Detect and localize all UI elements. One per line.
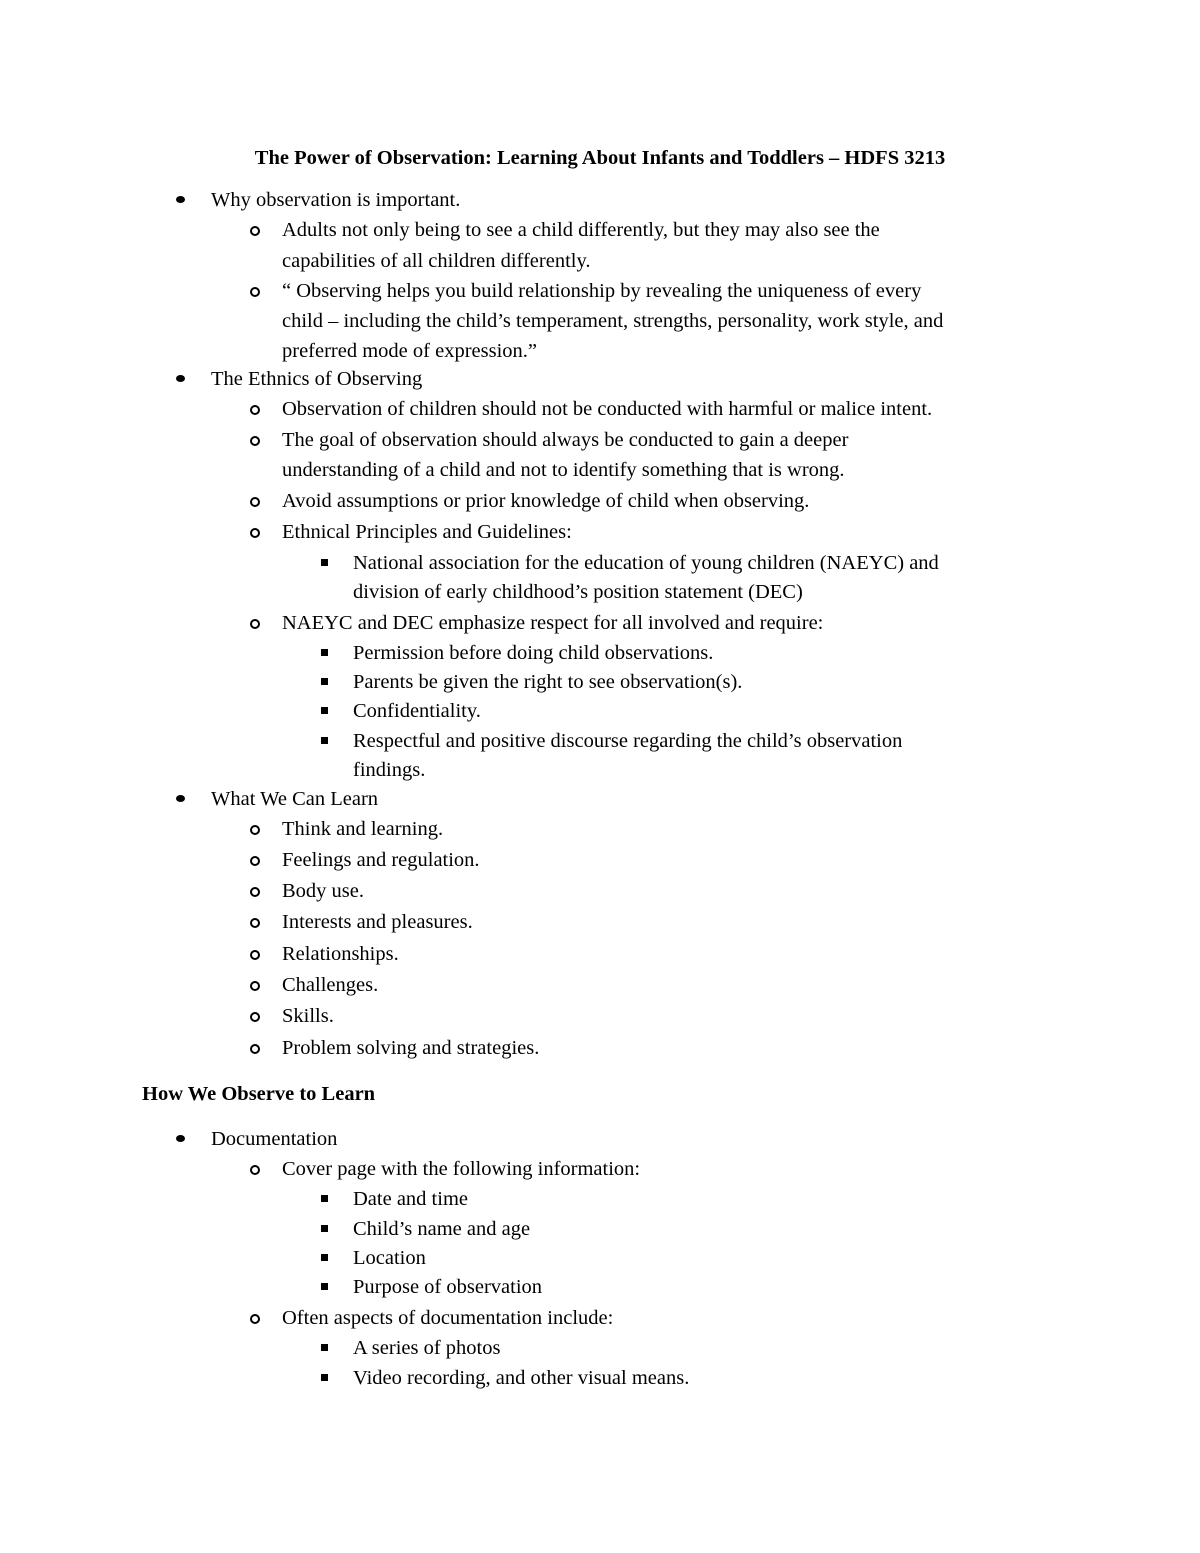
bullet-square-icon bbox=[321, 678, 328, 685]
list-item-level1: Why observation is important. bbox=[211, 189, 461, 211]
bullet-circle-icon bbox=[250, 405, 260, 415]
list-item-level2: “ Observing helps you build relationship by revealing the uniqueness of every bbox=[282, 280, 922, 302]
bullet-square-icon bbox=[321, 1344, 328, 1351]
list-item-level3: Parents be given the right to see observation(s). bbox=[353, 671, 743, 693]
bullet-disc-icon bbox=[176, 1135, 185, 1142]
bullet-circle-icon bbox=[250, 981, 260, 991]
list-item-level2: Interests and pleasures. bbox=[282, 911, 473, 933]
bullet-square-icon bbox=[321, 1254, 328, 1261]
list-item-continuation: understanding of a child and not to identify something that is wrong. bbox=[282, 459, 845, 481]
list-item-level2: Problem solving and strategies. bbox=[282, 1037, 540, 1059]
list-item-continuation: capabilities of all children differently. bbox=[282, 250, 591, 272]
list-item-level1: What We Can Learn bbox=[211, 788, 379, 810]
bullet-square-icon bbox=[321, 1225, 328, 1232]
list-item-level3: Purpose of observation bbox=[353, 1276, 543, 1298]
bullet-circle-icon bbox=[250, 1165, 260, 1175]
list-item-level3: Confidentiality. bbox=[353, 700, 481, 722]
bullet-circle-icon bbox=[250, 497, 260, 507]
list-item-level2: Ethnical Principles and Guidelines: bbox=[282, 521, 572, 543]
list-item-level2: Skills. bbox=[282, 1005, 334, 1027]
list-item-level3: Respectful and positive discourse regarding the child’s observation bbox=[353, 730, 903, 752]
bullet-square-icon bbox=[321, 707, 328, 714]
list-item-level2: Feelings and regulation. bbox=[282, 849, 480, 871]
bullet-square-icon bbox=[321, 1283, 328, 1290]
list-item-level2: Think and learning. bbox=[282, 818, 444, 840]
bullet-circle-icon bbox=[250, 287, 260, 297]
bullet-disc-icon bbox=[176, 375, 185, 382]
list-item-level3: Permission before doing child observations. bbox=[353, 642, 714, 664]
list-item-level3: Video recording, and other visual means. bbox=[353, 1367, 690, 1389]
list-item-level3: A series of photos bbox=[353, 1337, 501, 1359]
list-item-level2: Adults not only being to see a child differently, but they may also see the bbox=[282, 219, 880, 241]
bullet-circle-icon bbox=[250, 887, 260, 897]
bullet-square-icon bbox=[321, 649, 328, 656]
bullet-circle-icon bbox=[250, 1314, 260, 1324]
document-title: The Power of Observation: Learning About Infants and Toddlers – HDFS 3213 bbox=[254, 147, 946, 169]
section-heading: How We Observe to Learn bbox=[142, 1083, 376, 1105]
list-item-level2: Often aspects of documentation include: bbox=[282, 1307, 614, 1329]
bullet-circle-icon bbox=[250, 950, 260, 960]
list-item-continuation: child – including the child’s temperament, strengths, personality, work style, and bbox=[282, 310, 944, 332]
list-item-level2: Challenges. bbox=[282, 974, 379, 996]
list-item-level3: Child’s name and age bbox=[353, 1218, 531, 1240]
bullet-circle-icon bbox=[250, 825, 260, 835]
list-item-level2: Avoid assumptions or prior knowledge of child when observing. bbox=[282, 490, 810, 512]
bullet-circle-icon bbox=[250, 619, 260, 629]
bullet-circle-icon bbox=[250, 856, 260, 866]
list-item-level1: The Ethnics of Observing bbox=[211, 368, 423, 390]
list-item-level2: Body use. bbox=[282, 880, 364, 902]
list-item-level2: Observation of children should not be conducted with harmful or malice intent. bbox=[282, 398, 933, 420]
list-item-level3: Date and time bbox=[353, 1188, 468, 1210]
bullet-square-icon bbox=[321, 559, 328, 566]
bullet-square-icon bbox=[321, 1195, 328, 1202]
list-item-level2: Cover page with the following information: bbox=[282, 1158, 641, 1180]
bullet-circle-icon bbox=[250, 528, 260, 538]
list-item-level2: Relationships. bbox=[282, 943, 399, 965]
bullet-circle-icon bbox=[250, 1044, 260, 1054]
bullet-disc-icon bbox=[176, 795, 185, 802]
bullet-circle-icon bbox=[250, 226, 260, 236]
bullet-circle-icon bbox=[250, 436, 260, 446]
list-item-continuation: findings. bbox=[353, 759, 426, 781]
list-item-continuation: division of early childhood’s position statement (DEC) bbox=[353, 581, 803, 603]
list-item-level2: The goal of observation should always be conducted to gain a deeper bbox=[282, 429, 849, 451]
bullet-disc-icon bbox=[176, 196, 185, 203]
list-item-level3: National association for the education of young children (NAEYC) and bbox=[353, 552, 939, 574]
bullet-circle-icon bbox=[250, 1012, 260, 1022]
bullet-square-icon bbox=[321, 737, 328, 744]
list-item-level2: NAEYC and DEC emphasize respect for all involved and require: bbox=[282, 612, 824, 634]
list-item-continuation: preferred mode of expression.” bbox=[282, 340, 537, 362]
list-item-level3: Location bbox=[353, 1247, 426, 1269]
bullet-square-icon bbox=[321, 1374, 328, 1381]
bullet-circle-icon bbox=[250, 918, 260, 928]
list-item-level1: Documentation bbox=[211, 1128, 338, 1150]
